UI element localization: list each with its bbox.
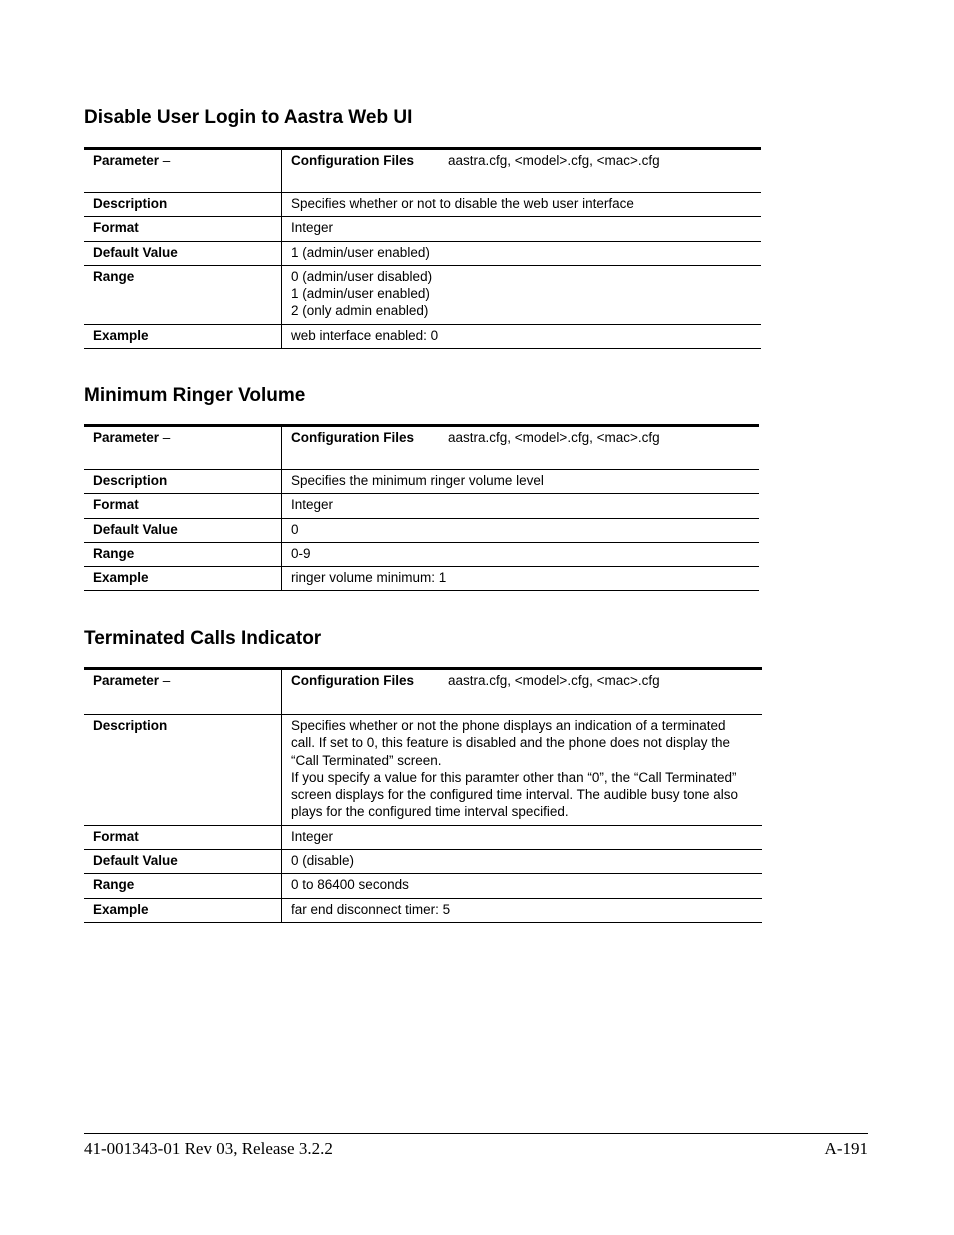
parameter-label: Parameter [93, 153, 160, 168]
table-row: Format Integer [84, 217, 761, 241]
page-footer [84, 1133, 868, 1159]
table-row: Example far end disconnect timer: 5 [84, 898, 762, 922]
config-files-value: aastra.cfg, <model>.cfg, <mac>.cfg [448, 673, 660, 688]
table-row-header: Parameter – Configuration Files aastra.cfg, <model>.cfg, <mac>.cfg [84, 426, 759, 470]
parameter-table [84, 147, 761, 349]
section-minimum-ringer-volume [84, 385, 660, 586]
table-row: Default Value 0 [84, 518, 759, 542]
table-row: Example web interface enabled: 0 [84, 324, 761, 348]
table-row: Description Specifies the minimum ringer volume level [84, 470, 759, 494]
table-row: Format Integer [84, 494, 759, 518]
table-row: Description Specifies whether or not the phone displays an indication of a terminated call. If set to 0, this feature is disabled and the phone does not display the “Call Terminated” screen. If you specify a value for this paramter other than “0”, the “Call Terminated” screen displays for the configured time interval. The audible busy tone also plays for the configured time interval specified. [84, 715, 762, 826]
table-row-header: Parameter – Configuration Files aastra.cfg, <model>.cfg, <mac>.cfg [84, 669, 762, 715]
section-disable-user-login [84, 107, 660, 343]
table-row: Default Value 1 (admin/user enabled) [84, 241, 761, 265]
parameter-label: Parameter [93, 430, 160, 445]
table-row: Range 0-9 [84, 542, 759, 566]
page-number: A-191 [824, 1139, 868, 1158]
section-terminated-calls-indicator [84, 628, 739, 917]
section-title: Minimum Ringer Volume [84, 385, 306, 406]
table-row: Range 0 to 86400 seconds [84, 874, 762, 898]
table-row: Range 0 (admin/user disabled) 1 (admin/user enabled) 2 (only admin enabled) [84, 265, 761, 324]
section-title: Terminated Calls Indicator [84, 628, 322, 649]
config-files-label: Configuration Files [291, 153, 414, 168]
config-files-value: aastra.cfg, <model>.cfg, <mac>.cfg [448, 430, 660, 445]
table-row: Example ringer volume minimum: 1 [84, 567, 759, 591]
parameter-label: Parameter [93, 673, 160, 688]
parameter-table [84, 424, 759, 591]
table-row: Default Value 0 (disable) [84, 850, 762, 874]
table-row: Description Specifies whether or not to disable the web user interface [84, 193, 761, 217]
config-files-label: Configuration Files [291, 430, 414, 445]
table-row: Format Integer [84, 825, 762, 849]
parameter-table [84, 667, 762, 923]
section-title: Disable User Login to Aastra Web UI [84, 107, 413, 128]
document-revision: 41-001343-01 Rev 03, Release 3.2.2 [84, 1139, 333, 1158]
config-files-label: Configuration Files [291, 673, 414, 688]
table-row-header: Parameter – Configuration Files aastra.cfg, <model>.cfg, <mac>.cfg [84, 149, 761, 193]
config-files-value: aastra.cfg, <model>.cfg, <mac>.cfg [448, 153, 660, 168]
